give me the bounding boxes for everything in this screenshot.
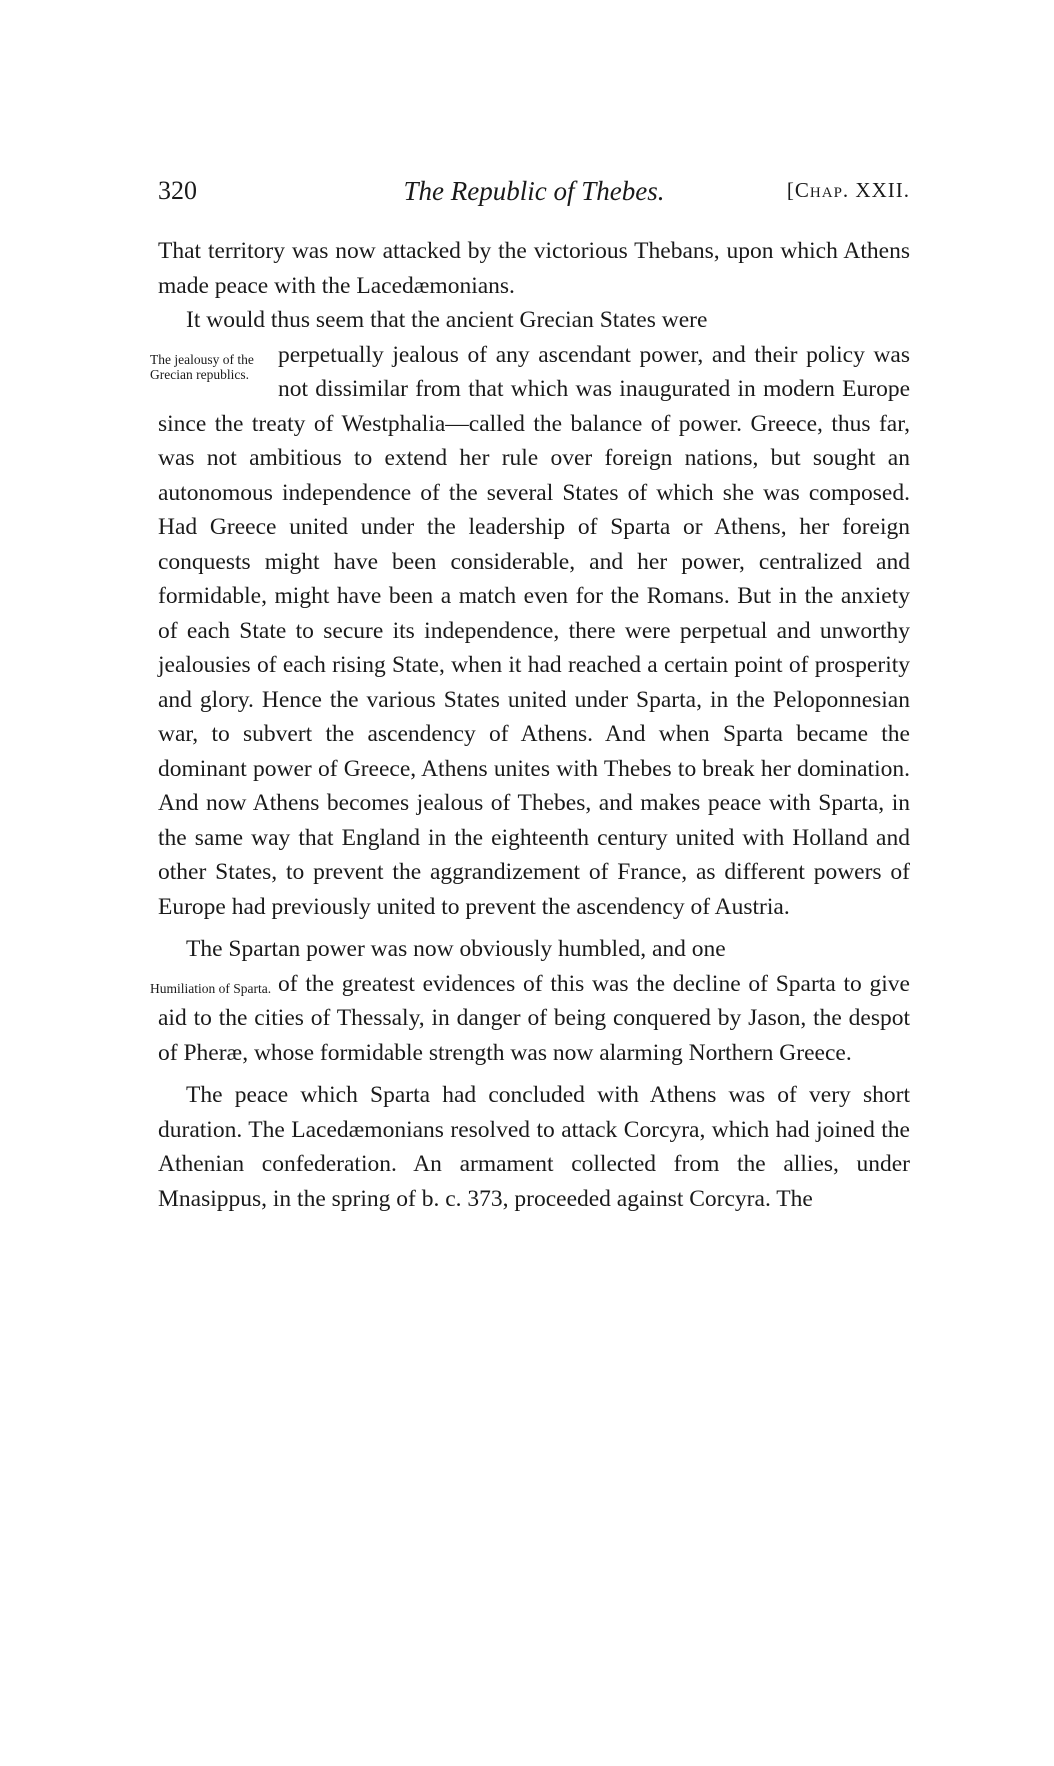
paragraph-4: The peace which Sparta had concluded with Athens was of very short duration. The Lacedæmonians resolved to attack Corcyra, which had joined the Athenian confederation. An armament collected from the allies, under Mnasippus, in the spring of b. c. 373, proceeded against Corcyra. The [158, 1082, 910, 1212]
sidenote-humiliation: Humiliation of Sparta. [150, 980, 272, 996]
body-text [150, 234, 910, 1216]
paragraph-3-lead: The Spartan power was now obviously humbled, and one [186, 936, 726, 962]
page-number: 320 [158, 176, 197, 205]
paragraph-1: That territory was now attacked by the victorious Thebans, upon which Athens made peace with the Lacedæmonians. [158, 238, 910, 299]
running-title: The Republic of Thebes. [403, 176, 665, 206]
paragraph-2-text: perpetually jealous of any ascendant power, and their policy was not dissimilar from that which was inaugurated in modern Europe since the treaty of Westphalia—called the balance of power. Greece, thus far, was not ambitious to extend her rule over foreign nations, but sought an autonomous independence of the several States of which she was composed. Had Greece united under the leadership of Sparta or Athens, her foreign conquests might have been considerable, and her power, centralized and formidable, might have been a match even for the Romans. But in the anxiety of each State to secure its independence, there were perpetual and unworthy jealousies of each rising State, when it had reached a certain point of prosperity and glory. Hence the various States united under Sparta, in the Peloponnesian war, to subvert the ascendency of Athens. And when Sparta became the dominant power of Greece, Athens unites with Thebes to break her domination. And now Athens becomes jealous of Thebes, and makes peace with Sparta, in the same way that England in the eighteenth century united with Holland and other States, to prevent the aggrandizement of France, as different powers of Europe had previously united to prevent the ascendency of Austria. [158, 341, 910, 920]
paragraph-3-text: of the greatest evidences of this was the decline of Sparta to give aid to the cities of Thessaly, in danger of being conquered by Jason, the despot of Pheræ, whose formidable strength was now alarming Northern Greece. [158, 970, 910, 1066]
page-header [158, 176, 910, 216]
paragraph-3 [150, 967, 910, 1071]
paragraph-2-lead: It would thus seem that the ancient Grecian States were [186, 307, 708, 333]
chapter-label: [Chap. XXII. [786, 178, 910, 202]
paragraph-2 [150, 338, 910, 925]
sidenote-jealousy: The jealousy of the Grecian republics. [150, 351, 254, 382]
